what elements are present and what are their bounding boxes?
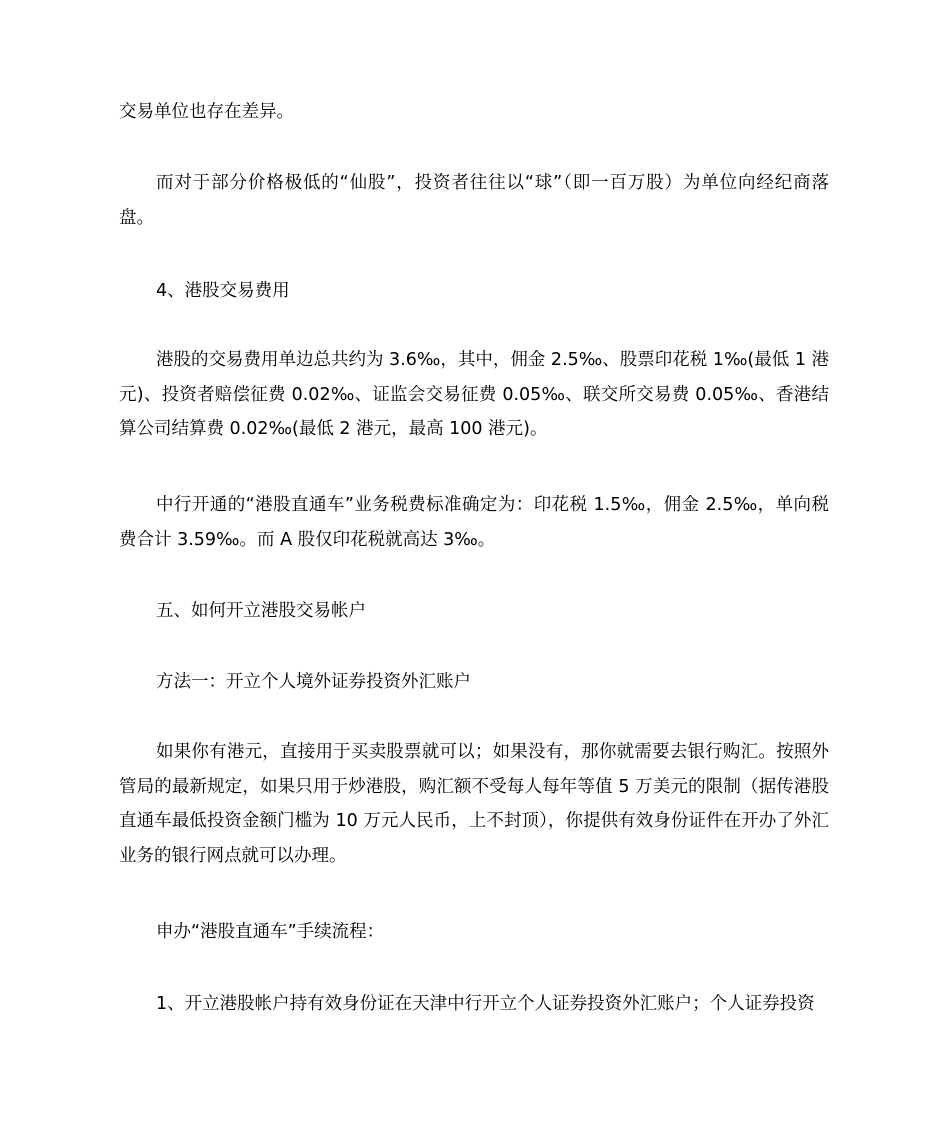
paragraph-fee-breakdown: 港股的交易费用单边总共约为 3.6‰，其中，佣金 2.5‰、股票印花税 1‰(最低 1 港元)、投资者赔偿征费 0.02‰、证监会交易征费 0.05‰、联交所交易费 0.05‰、香港结算公司结算费 0.02‰(最低 2 港元，最高 100 港元)。 — [119, 350, 830, 439]
section-heading-trading-fees: 4、港股交易费用 — [156, 281, 290, 301]
subheading-method-one: 方法一：开立个人境外证券投资外汇账户 — [156, 672, 471, 692]
section-heading-open-account: 五、如何开立港股交易帐户 — [156, 601, 366, 621]
paragraph-penny-stock: 而对于部分价格极低的“仙股”，投资者往往以“球”（即一百万股）为单位向经纪商落盘。 — [119, 173, 829, 228]
paragraph-step-one: 1、开立港股帐户持有效身份证在天津中行开立个人证券投资外汇账户；个人证券投资 — [156, 994, 815, 1014]
paragraph-application-process: 申办“港股直通车”手续流程： — [156, 922, 385, 942]
paragraph-currency-purchase: 如果你有港元，直接用于买卖股票就可以；如果没有，那你就需要去银行购汇。按照外管局的最新规定，如果只用于炒港股，购汇额不受每人每年等值 5 万美元的限制（据传港股直通车最低投资金额门槛为 10 万元人民币，上不封顶），你提供有效身份证件在开办了外汇业务的银行网点就可以办理。 — [119, 742, 829, 866]
paragraph-boc-fee-standard: 中行开通的“港股直通车”业务税费标准确定为：印花税 1.5‰，佣金 2.5‰，单向税费合计 3.59‰。而 A 股仅印花税就高达 3‰。 — [119, 495, 829, 550]
paragraph-trading-unit-difference: 交易单位也存在差异。 — [119, 102, 294, 122]
